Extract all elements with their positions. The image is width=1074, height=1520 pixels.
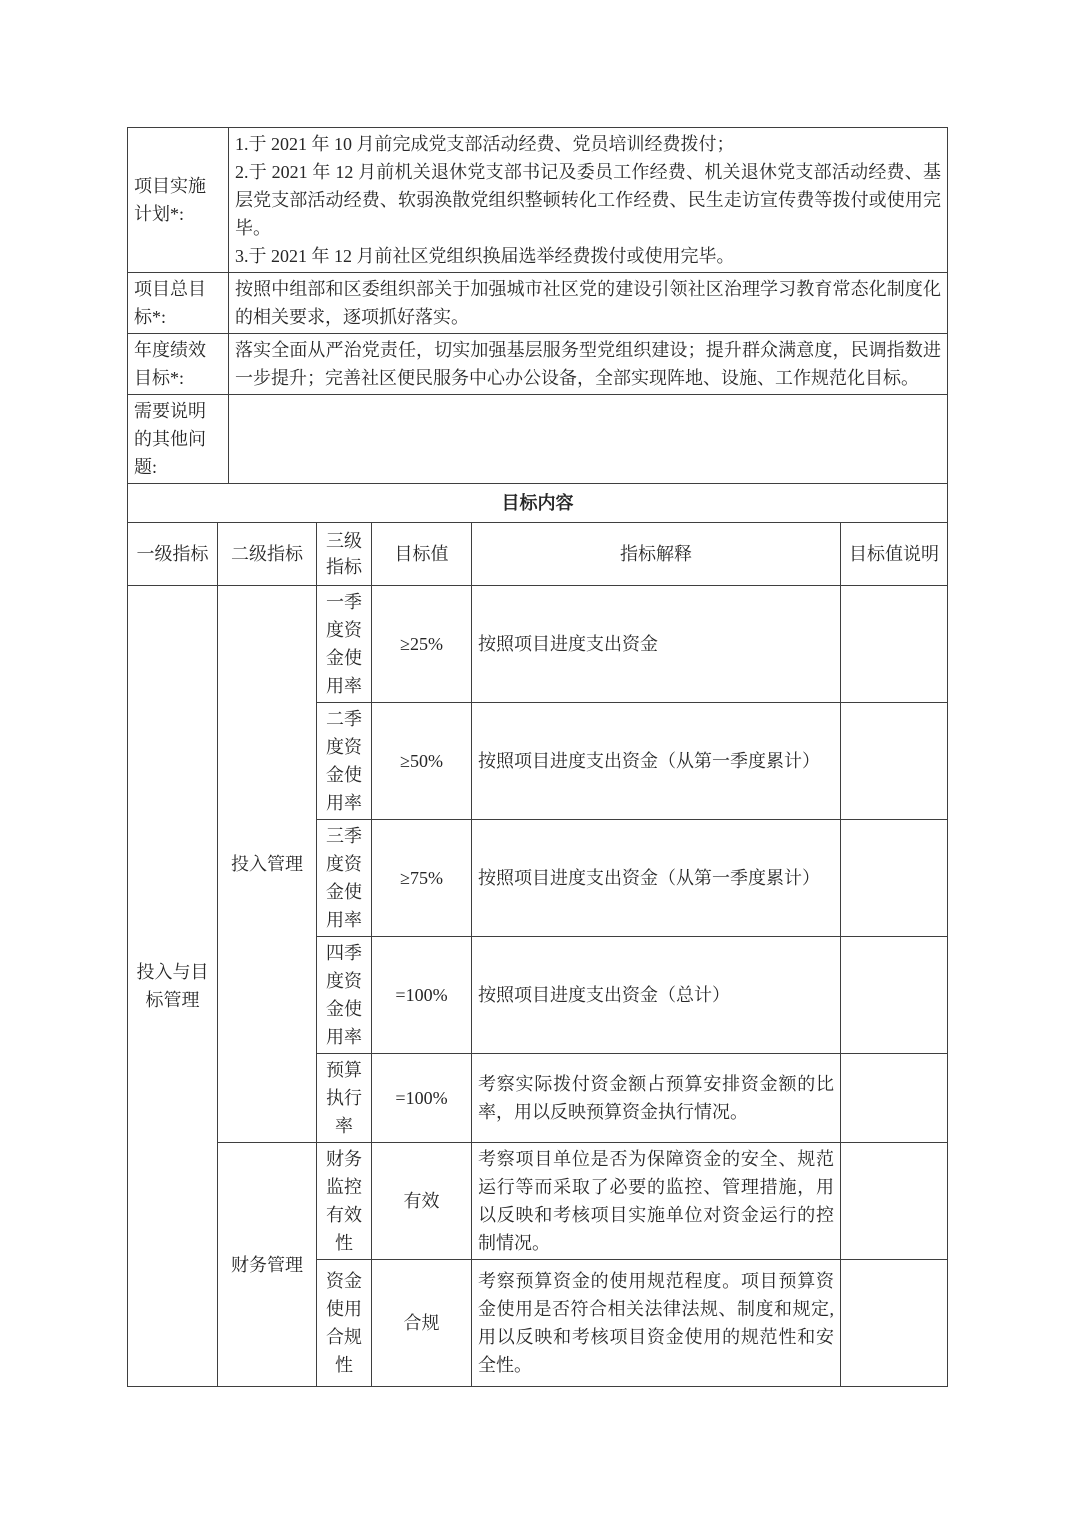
indicator-cell: 财务监控有效性 (317, 1143, 372, 1260)
indicator-cell: 预算执行率 (317, 1054, 372, 1143)
section-title: 目标内容 (128, 484, 948, 523)
target-value-cell: =100% (372, 937, 472, 1054)
plan-item-2: 2.于 2021 年 12 月前机关退休党支部书记及委员工作经费、机关退休党支部活动经费、基层党支部活动经费、软弱涣散党组织整顿转化工作经费、民生走访宣传费等拨付或使用完毕。 (235, 162, 941, 238)
level2-cell-financial-management: 财务管理 (218, 1143, 317, 1387)
row-overall-goal (128, 273, 948, 334)
row-value (229, 128, 948, 273)
header-row (128, 523, 948, 586)
row-label: 年度绩效目标*: (128, 334, 229, 395)
section-title-row (128, 484, 948, 523)
table-row-q1 (128, 586, 948, 703)
row-label: 项目总目标*: (128, 273, 229, 334)
value-note-cell (841, 1260, 948, 1387)
indicator-cell: 三季度资金使用率 (317, 820, 372, 937)
target-value-cell: ≥50% (372, 703, 472, 820)
plan-item-1: 1.于 2021 年 10 月前完成党支部活动经费、党员培训经费拨付； (235, 134, 735, 154)
value-note-cell (841, 820, 948, 937)
explanation-cell: 按照项目进度支出资金（从第一季度累计） (472, 820, 841, 937)
header-explanation: 指标解释 (472, 523, 841, 586)
row-label: 需要说明的其他问题: (128, 395, 229, 484)
header-value-note: 目标值说明 (841, 523, 948, 586)
performance-goal-text: 落实全面从严治党责任，切实加强基层服务型党组织建设；提升群众满意度，民调指数进一步提升；完善社区便民服务中心办公设备，全部实现阵地、设施、工作规范化目标。 (235, 340, 941, 388)
value-note-cell (841, 703, 948, 820)
row-value (229, 395, 948, 484)
header-target-value: 目标值 (372, 523, 472, 586)
explanation-cell: 考察预算资金的使用规范程度。项目预算资金使用是否符合相关法律法规、制度和规定,用以反映和考核项目资金使用的规范性和安全性。 (472, 1260, 841, 1387)
value-note-cell (841, 937, 948, 1054)
explanation-cell: 按照项目进度支出资金 (472, 586, 841, 703)
row-label: 项目实施计划*: (128, 128, 229, 273)
header-level1: 一级指标 (128, 523, 218, 586)
row-value (229, 273, 948, 334)
level1-cell: 投入与目标管理 (128, 586, 218, 1387)
explanation-cell: 考察项目单位是否为保障资金的安全、规范运行等而采取了必要的监控、管理措施，用以反映和考核项目实施单位对资金运行的控制情况。 (472, 1143, 841, 1260)
target-value-cell: ≥25% (372, 586, 472, 703)
header-level2: 二级指标 (218, 523, 317, 586)
indicator-cell: 资金使用合规性 (317, 1260, 372, 1387)
explanation-cell: 按照项目进度支出资金（总计） (472, 937, 841, 1054)
row-annual-performance-goal (128, 334, 948, 395)
row-implementation-plan (128, 128, 948, 273)
goal-text: 按照中组部和区委组织部关于加强城市社区党的建设引领社区治理学习教育常态化制度化的相关要求，逐项抓好落实。 (235, 279, 941, 327)
table-row-financial-monitoring (128, 1143, 948, 1260)
target-value-cell: =100% (372, 1054, 472, 1143)
target-value-cell: ≥75% (372, 820, 472, 937)
target-content-table (127, 483, 948, 1387)
level2-cell-input-management: 投入管理 (218, 586, 317, 1143)
plan-item-3: 3.于 2021 年 12 月前社区党组织换届选举经费拨付或使用完毕。 (235, 246, 735, 266)
row-value (229, 334, 948, 395)
target-value-cell: 合规 (372, 1260, 472, 1387)
indicator-cell: 二季度资金使用率 (317, 703, 372, 820)
row-other-issues (128, 395, 948, 484)
value-note-cell (841, 586, 948, 703)
value-note-cell (841, 1054, 948, 1143)
indicator-cell: 一季度资金使用率 (317, 586, 372, 703)
indicator-cell: 四季度资金使用率 (317, 937, 372, 1054)
project-info-table (127, 127, 948, 484)
value-note-cell (841, 1143, 948, 1260)
header-level3: 三级指标 (317, 523, 372, 586)
target-value-cell: 有效 (372, 1143, 472, 1260)
explanation-cell: 按照项目进度支出资金（从第一季度累计） (472, 703, 841, 820)
explanation-cell: 考察实际拨付资金额占预算安排资金额的比率，用以反映预算资金执行情况。 (472, 1054, 841, 1143)
